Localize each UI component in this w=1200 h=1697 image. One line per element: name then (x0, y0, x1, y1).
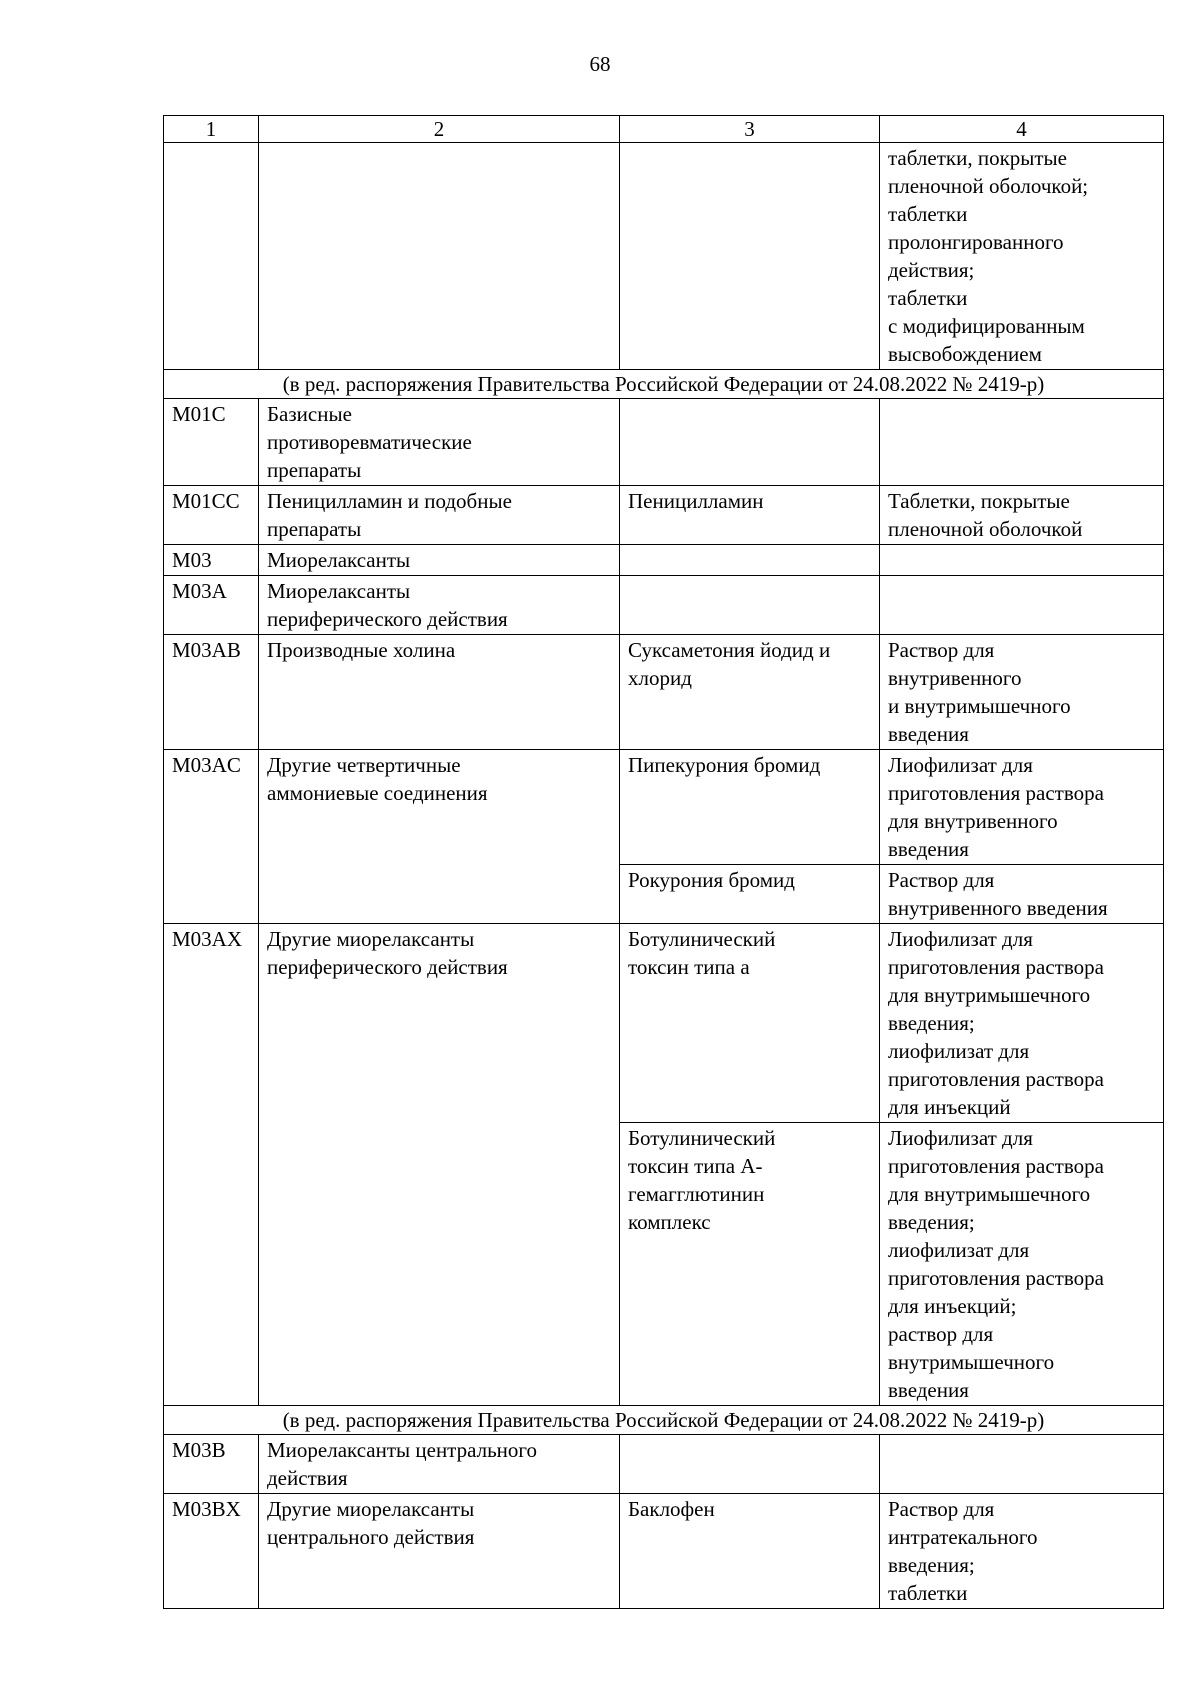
group-cell: Другие миорелаксанты центрального действия (259, 1494, 620, 1609)
group-cell: Миорелаксанты (259, 545, 620, 576)
atc-code-cell: M03B (164, 1435, 259, 1494)
amendment-note-row (164, 1406, 1164, 1435)
forms-cell (880, 1435, 1164, 1494)
column-header: 3 (620, 116, 880, 143)
forms-cell: Раствор для внутривенного введения (880, 865, 1164, 924)
group-cell: Миорелаксанты периферического действия (259, 576, 620, 635)
drug-cell: Ботулинический токсин типа а (620, 924, 880, 1123)
column-header: 4 (880, 116, 1164, 143)
forms-cell (880, 545, 1164, 576)
table-row (164, 750, 1164, 865)
table-row (164, 1435, 1164, 1494)
drug-cell (620, 576, 880, 635)
atc-code-cell: M03AX (164, 924, 259, 1406)
atc-code-cell: M03AB (164, 635, 259, 750)
drug-cell: Баклофен (620, 1494, 880, 1609)
drug-cell: Рокурония бромид (620, 865, 880, 924)
table-row (164, 486, 1164, 545)
drug-cell (620, 1435, 880, 1494)
table-row (164, 635, 1164, 750)
forms-cell: Раствор для интратекального введения; таблетки (880, 1494, 1164, 1609)
drug-cell (620, 545, 880, 576)
table-row (164, 399, 1164, 486)
drug-cell: Ботулинический токсин типа А- гемагглютинин комплекс (620, 1123, 880, 1406)
forms-cell: Таблетки, покрытые пленочной оболочкой (880, 486, 1164, 545)
group-cell: Миорелаксанты центрального действия (259, 1435, 620, 1494)
atc-code-cell: M01CC (164, 486, 259, 545)
atc-code-cell: M03 (164, 545, 259, 576)
amendment-note: (в ред. распоряжения Правительства Российской Федерации от 24.08.2022 № 2419-р) (164, 1406, 1164, 1435)
header-row (164, 116, 1164, 143)
forms-cell: Лиофилизат для приготовления раствора для внутримышечного введения; лиофилизат для приготовления раствора для инъекций (880, 924, 1164, 1123)
column-header: 2 (259, 116, 620, 143)
group-cell: Другие четвертичные аммониевые соединения (259, 750, 620, 924)
forms-cell: Лиофилизат для приготовления раствора для внутривенного введения (880, 750, 1164, 865)
forms-cell: таблетки, покрытые пленочной оболочкой; таблетки пролонгированного действия; таблетки с модифицированным высвобождением (880, 143, 1164, 370)
atc-code-cell: M03AC (164, 750, 259, 924)
group-cell: Базисные противоревматические препараты (259, 399, 620, 486)
table-row (164, 545, 1164, 576)
group-cell (259, 143, 620, 370)
table-row (164, 576, 1164, 635)
table-row (164, 924, 1164, 1123)
page-number: 68 (589, 52, 611, 76)
group-cell: Производные холина (259, 635, 620, 750)
drug-cell (620, 399, 880, 486)
column-header: 1 (164, 116, 259, 143)
group-cell: Другие миорелаксанты периферического действия (259, 924, 620, 1406)
drug-cell: Суксаметония йодид и хлорид (620, 635, 880, 750)
table-row (164, 1494, 1164, 1609)
drug-cell: Пеницилламин (620, 486, 880, 545)
amendment-note-row (164, 370, 1164, 399)
forms-cell: Раствор для внутривенного и внутримышечного введения (880, 635, 1164, 750)
drug-cell (620, 143, 880, 370)
forms-cell (880, 399, 1164, 486)
forms-cell (880, 576, 1164, 635)
group-cell: Пеницилламин и подобные препараты (259, 486, 620, 545)
atc-code-cell: M03BX (164, 1494, 259, 1609)
forms-cell: Лиофилизат для приготовления раствора для внутримышечного введения; лиофилизат для приготовления раствора для инъекций; раствор для внутримышечного введения (880, 1123, 1164, 1406)
drug-table (163, 115, 1164, 1609)
atc-code-cell: M03A (164, 576, 259, 635)
amendment-note: (в ред. распоряжения Правительства Российской Федерации от 24.08.2022 № 2419-р) (164, 370, 1164, 399)
atc-code-cell (164, 143, 259, 370)
atc-code-cell: M01C (164, 399, 259, 486)
table-row (164, 143, 1164, 370)
drug-cell: Пипекурония бромид (620, 750, 880, 865)
